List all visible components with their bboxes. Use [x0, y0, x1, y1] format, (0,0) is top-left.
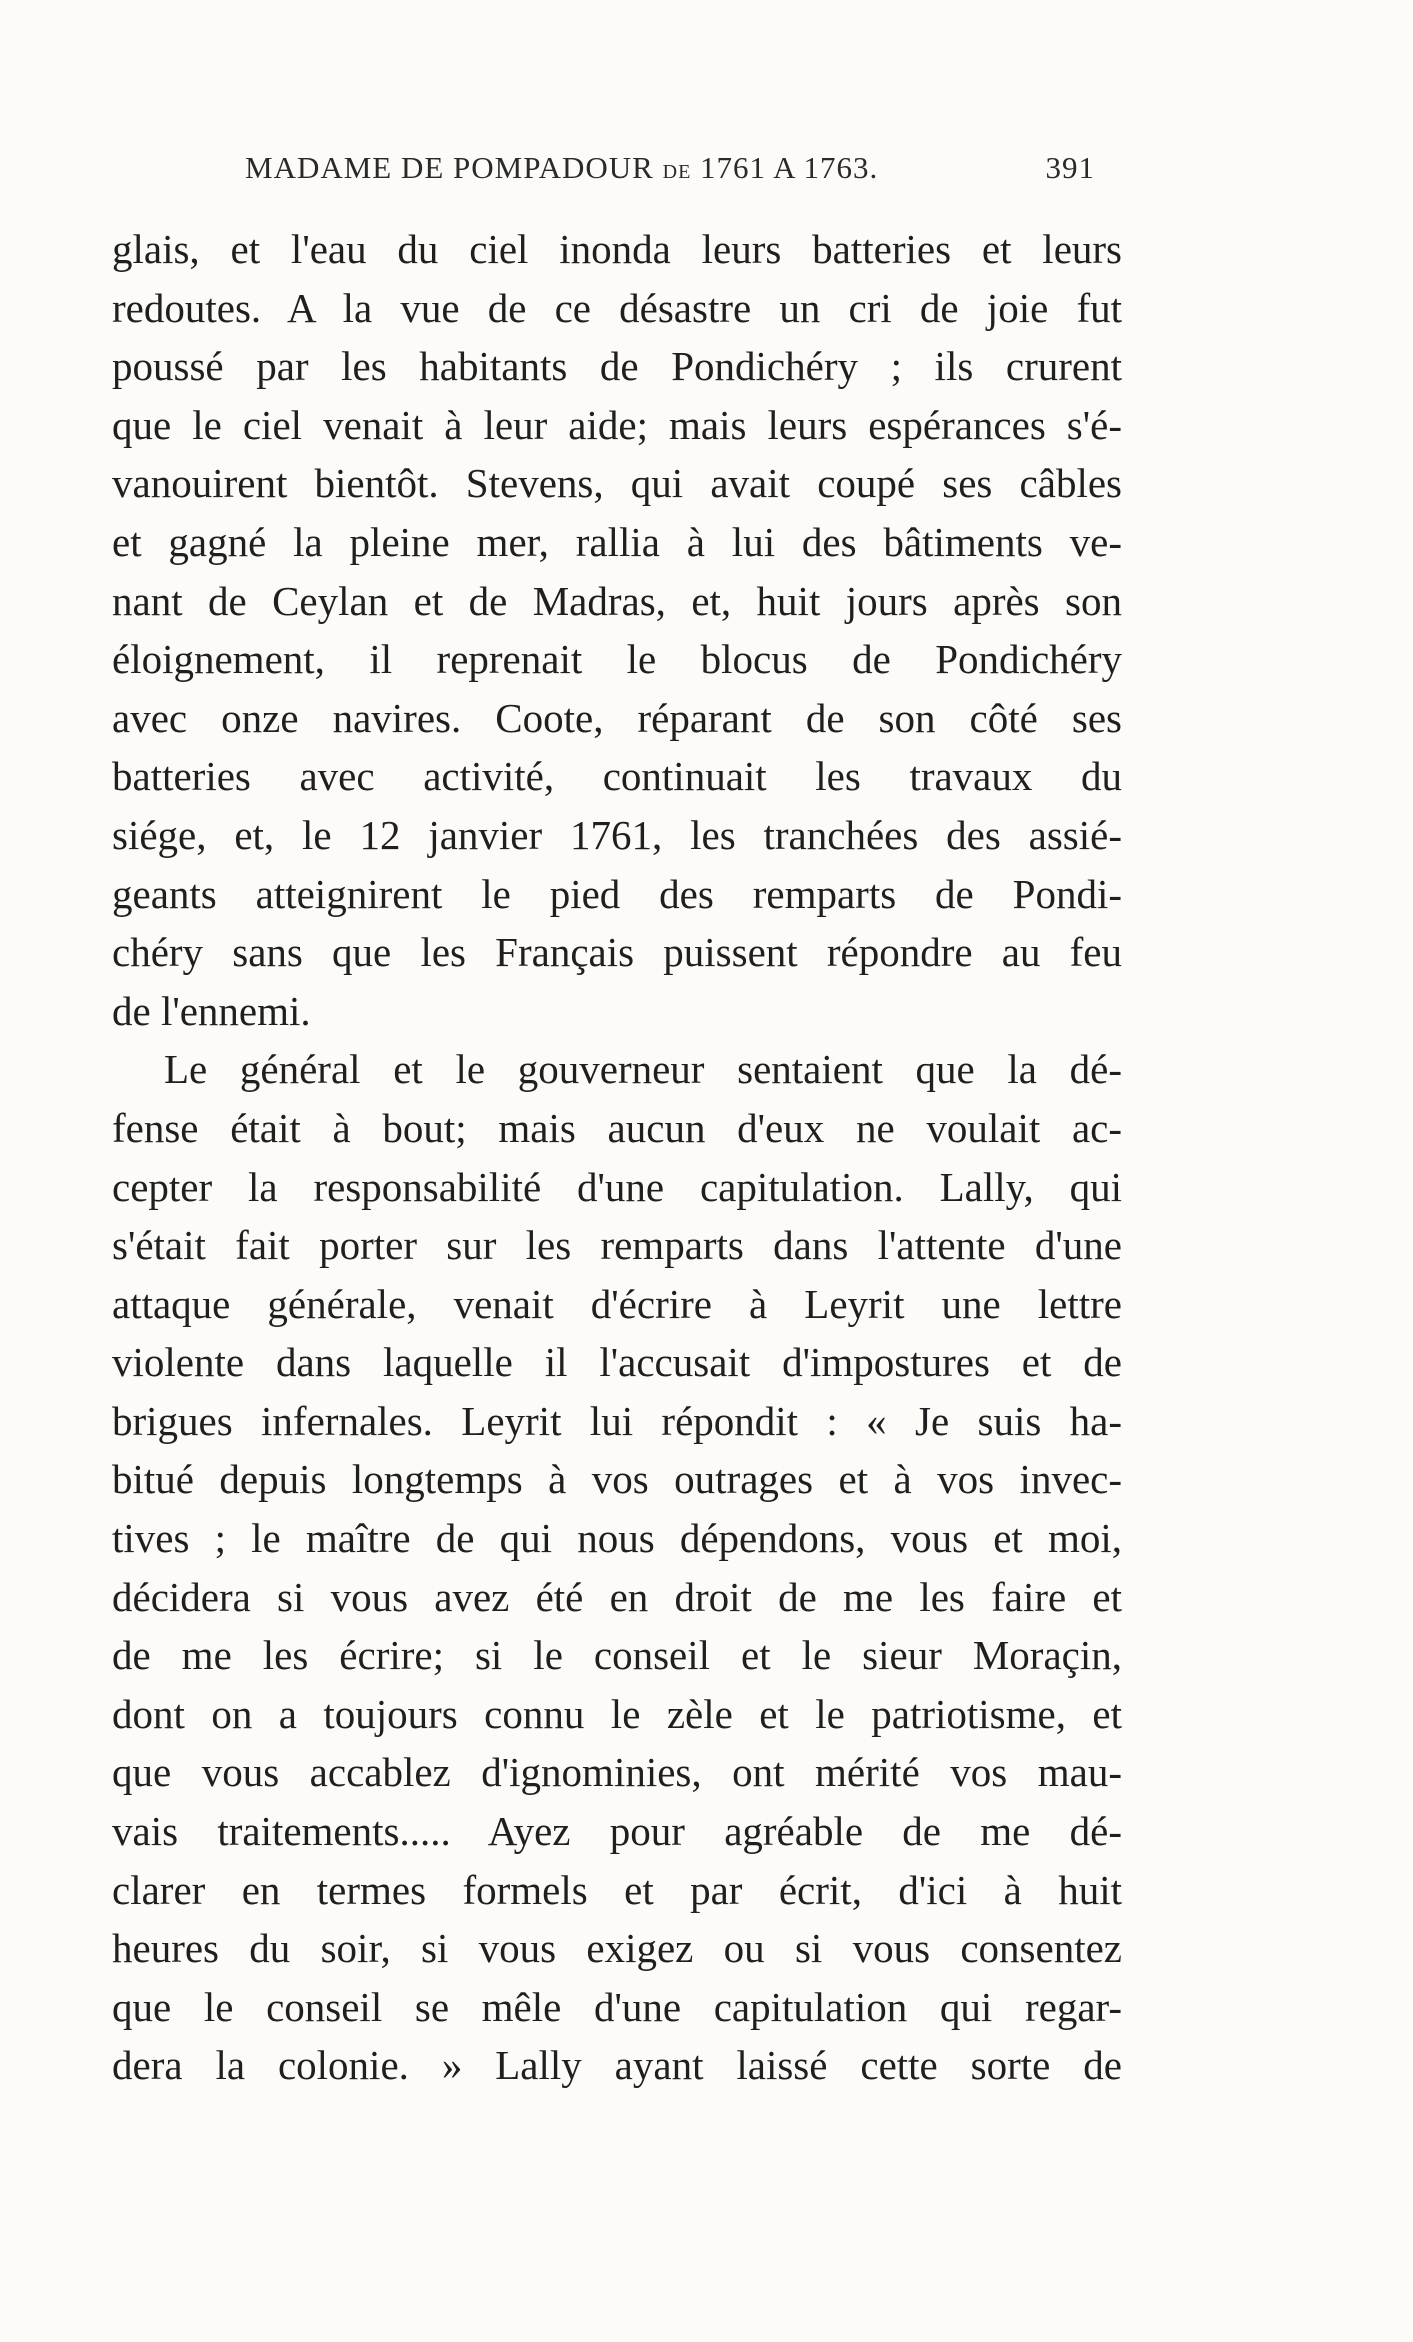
text-line: tives ; le maître de qui nous dépendons, vous et moi,: [112, 1515, 1122, 1562]
text-line: brigues infernales. Leyrit lui répondit : « Je suis ha-: [112, 1397, 1122, 1444]
running-head-title-de: DE: [662, 161, 692, 183]
text-line: et gagné la pleine mer, rallia à lui des bâtiments ve-: [112, 518, 1122, 565]
text-line: nant de Ceylan et de Madras, et, huit jours après son: [112, 577, 1122, 624]
text-line: fense était à bout; mais aucun d'eux ne voulait ac-: [112, 1104, 1122, 1151]
text-line: bitué depuis longtemps à vos outrages et à vos invec-: [112, 1456, 1122, 1503]
text-line: dera la colonie. » Lally ayant laissé cette sorte de: [112, 2042, 1122, 2089]
text-line-paragraph-end: de l'ennemi.: [112, 987, 311, 1034]
text-line: éloignement, il reprenait le blocus de Pondichéry: [112, 636, 1122, 683]
text-line: décidera si vous avez été en droit de me les faire et: [112, 1573, 1122, 1620]
text-line: redoutes. A la vue de ce désastre un cri de joie fut: [112, 284, 1122, 331]
text-line: attaque générale, venait d'écrire à Leyrit une lettre: [112, 1280, 1122, 1327]
text-line: de me les écrire; si le conseil et le sieur Moraçin,: [112, 1632, 1122, 1679]
text-line: dont on a toujours connu le zèle et le patriotisme, et: [112, 1690, 1122, 1737]
text-line: que le ciel venait à leur aide; mais leurs espérances s'é-: [112, 401, 1122, 448]
running-head-title-years: 1761 A 1763.: [691, 150, 879, 185]
running-head-title: [245, 150, 878, 186]
text-line: siége, et, le 12 janvier 1761, les tranchées des assié-: [112, 811, 1122, 858]
text-line: s'était fait porter sur les remparts dans l'attente d'une: [112, 1222, 1122, 1269]
text-line: batteries avec activité, continuait les travaux du: [112, 753, 1122, 800]
running-head-title-main: MADAME DE POMPADOUR: [245, 150, 663, 185]
text-line: chéry sans que les Français puissent répondre au feu: [112, 929, 1122, 976]
text-line: cepter la responsabilité d'une capitulation. Lally, qui: [112, 1163, 1122, 1210]
text-line: que vous accablez d'ignominies, ont mérité vos mau-: [112, 1749, 1122, 1796]
text-line: que le conseil se mêle d'une capitulation qui regar-: [112, 1983, 1122, 2030]
text-line: heures du soir, si vous exigez ou si vous consentez: [112, 1925, 1122, 1972]
text-line: avec onze navires. Coote, réparant de son côté ses: [112, 694, 1122, 741]
text-line: vanouirent bientôt. Stevens, qui avait coupé ses câbles: [112, 460, 1122, 507]
body-text: [112, 220, 1122, 2095]
text-line: clarer en termes formels et par écrit, d'ici à huit: [112, 1866, 1122, 1913]
page-number: 391: [1045, 150, 1095, 185]
text-line: poussé par les habitants de Pondichéry ; ils crurent: [112, 343, 1122, 390]
text-line-paragraph-start: Le général et le gouverneur sentaient que la dé-: [164, 1046, 1122, 1093]
text-line: vais traitements..... Ayez pour agréable de me dé-: [112, 1808, 1122, 1855]
text-line: glais, et l'eau du ciel inonda leurs batteries et leurs: [112, 226, 1122, 272]
text-line: geants atteignirent le pied des remparts de Pondi-: [112, 870, 1122, 917]
text-line: violente dans laquelle il l'accusait d'impostures et de: [112, 1339, 1122, 1386]
running-head: [245, 150, 1095, 190]
